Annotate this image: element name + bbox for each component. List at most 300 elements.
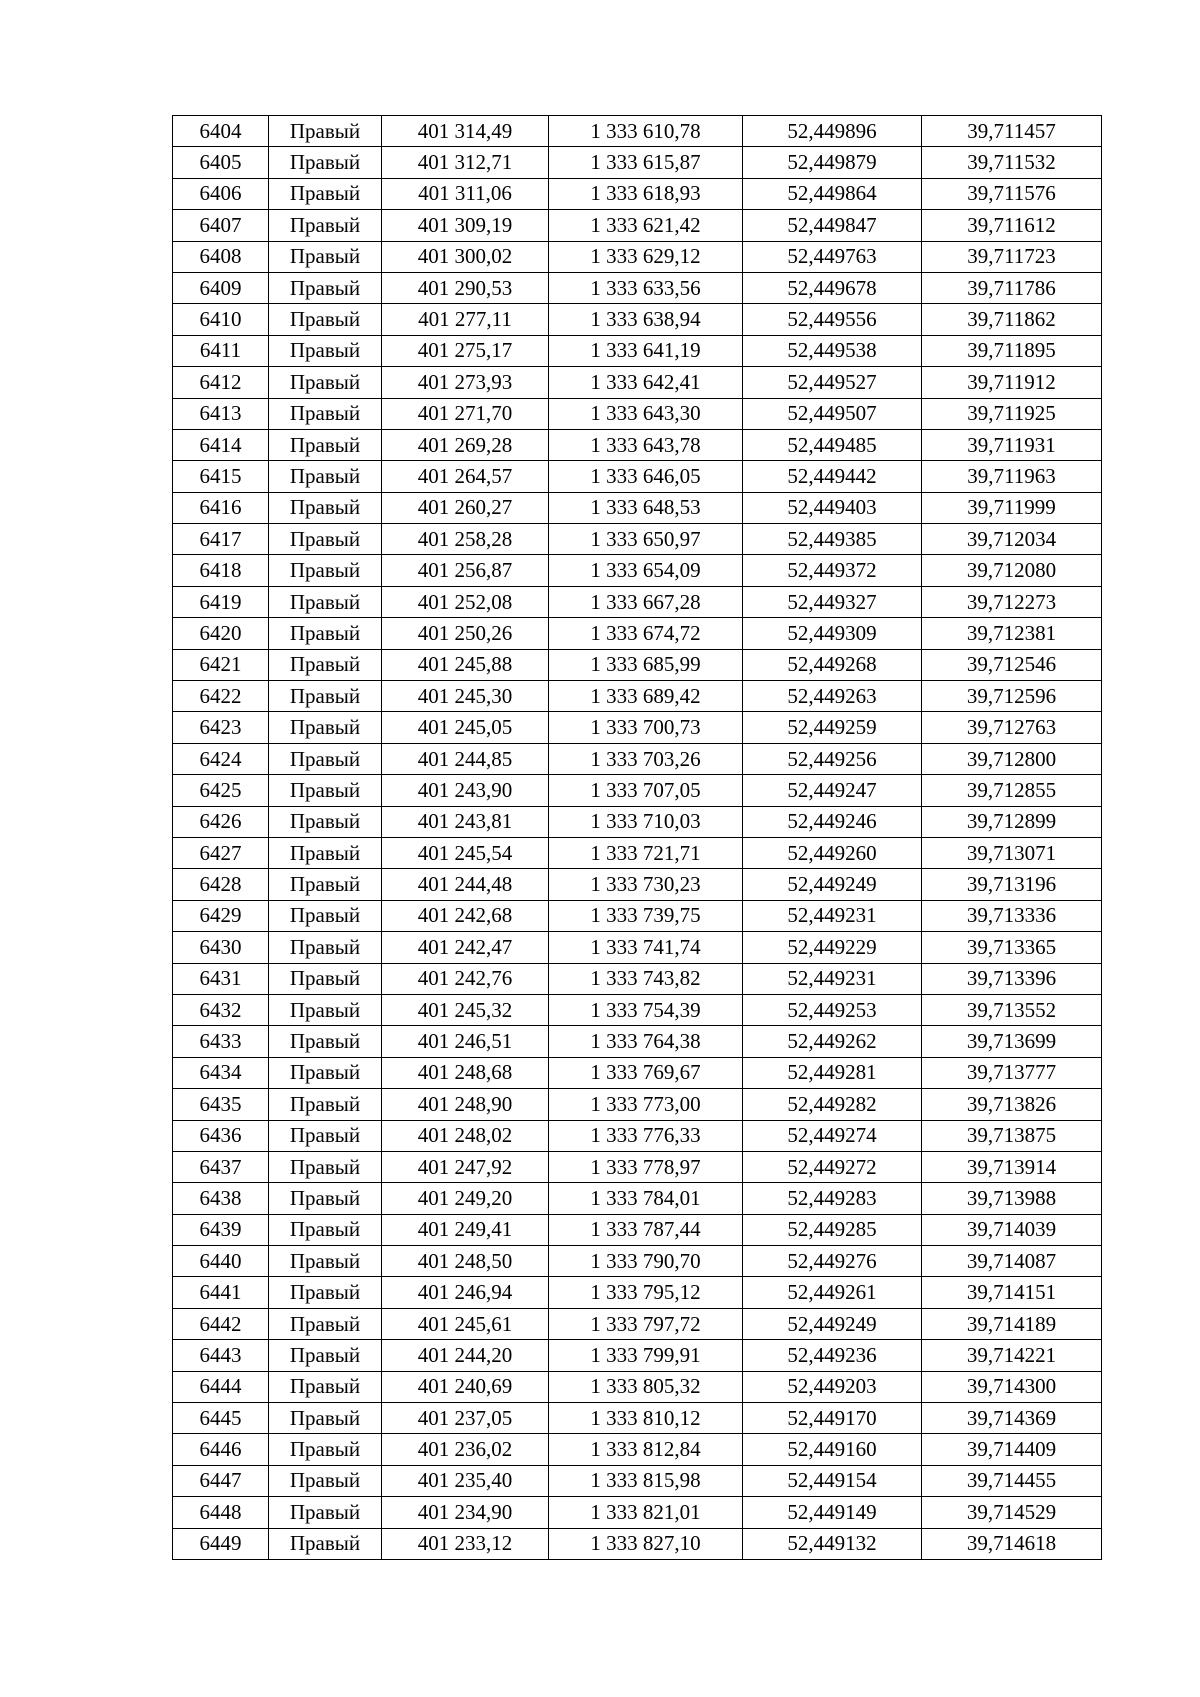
y-coordinate-cell: 1 333 721,71 xyxy=(549,837,743,868)
longitude-cell: 39,714300 xyxy=(922,1371,1102,1402)
side-cell: Правый xyxy=(269,1120,382,1151)
longitude-cell: 39,711912 xyxy=(922,367,1102,398)
latitude-cell: 52,449678 xyxy=(743,272,922,303)
longitude-cell: 39,713699 xyxy=(922,1026,1102,1057)
point-number-cell: 6413 xyxy=(173,398,269,429)
side-cell: Правый xyxy=(269,963,382,994)
longitude-cell: 39,713826 xyxy=(922,1089,1102,1120)
latitude-cell: 52,449285 xyxy=(743,1214,922,1245)
y-coordinate-cell: 1 333 618,93 xyxy=(549,178,743,209)
longitude-cell: 39,714369 xyxy=(922,1403,1102,1434)
point-number-cell: 6446 xyxy=(173,1434,269,1465)
side-cell: Правый xyxy=(269,1057,382,1088)
table-row xyxy=(173,555,1102,586)
y-coordinate-cell: 1 333 764,38 xyxy=(549,1026,743,1057)
latitude-cell: 52,449385 xyxy=(743,524,922,555)
latitude-cell: 52,449896 xyxy=(743,116,922,147)
longitude-cell: 39,712855 xyxy=(922,775,1102,806)
table-row xyxy=(173,524,1102,555)
y-coordinate-cell: 1 333 773,00 xyxy=(549,1089,743,1120)
table-row xyxy=(173,1183,1102,1214)
table-row xyxy=(173,649,1102,680)
y-coordinate-cell: 1 333 643,78 xyxy=(549,429,743,460)
longitude-cell: 39,713071 xyxy=(922,837,1102,868)
y-coordinate-cell: 1 333 784,01 xyxy=(549,1183,743,1214)
side-cell: Правый xyxy=(269,367,382,398)
x-coordinate-cell: 401 244,48 xyxy=(382,869,549,900)
side-cell: Правый xyxy=(269,398,382,429)
coordinates-table xyxy=(172,115,1102,1560)
y-coordinate-cell: 1 333 633,56 xyxy=(549,272,743,303)
point-number-cell: 6406 xyxy=(173,178,269,209)
side-cell: Правый xyxy=(269,932,382,963)
longitude-cell: 39,711862 xyxy=(922,304,1102,335)
point-number-cell: 6449 xyxy=(173,1528,269,1559)
y-coordinate-cell: 1 333 741,74 xyxy=(549,932,743,963)
latitude-cell: 52,449268 xyxy=(743,649,922,680)
table-row xyxy=(173,1497,1102,1528)
latitude-cell: 52,449262 xyxy=(743,1026,922,1057)
latitude-cell: 52,449149 xyxy=(743,1497,922,1528)
x-coordinate-cell: 401 260,27 xyxy=(382,492,549,523)
y-coordinate-cell: 1 333 629,12 xyxy=(549,241,743,272)
side-cell: Правый xyxy=(269,618,382,649)
longitude-cell: 39,714221 xyxy=(922,1340,1102,1371)
x-coordinate-cell: 401 245,05 xyxy=(382,712,549,743)
x-coordinate-cell: 401 273,93 xyxy=(382,367,549,398)
side-cell: Правый xyxy=(269,1089,382,1120)
point-number-cell: 6435 xyxy=(173,1089,269,1120)
side-cell: Правый xyxy=(269,994,382,1025)
table-row xyxy=(173,1214,1102,1245)
x-coordinate-cell: 401 233,12 xyxy=(382,1528,549,1559)
side-cell: Правый xyxy=(269,272,382,303)
latitude-cell: 52,449203 xyxy=(743,1371,922,1402)
point-number-cell: 6408 xyxy=(173,241,269,272)
latitude-cell: 52,449272 xyxy=(743,1151,922,1182)
latitude-cell: 52,449253 xyxy=(743,994,922,1025)
y-coordinate-cell: 1 333 621,42 xyxy=(549,210,743,241)
table-row xyxy=(173,398,1102,429)
point-number-cell: 6430 xyxy=(173,932,269,963)
x-coordinate-cell: 401 242,68 xyxy=(382,900,549,931)
x-coordinate-cell: 401 236,02 xyxy=(382,1434,549,1465)
y-coordinate-cell: 1 333 815,98 xyxy=(549,1465,743,1496)
table-row xyxy=(173,335,1102,366)
latitude-cell: 52,449527 xyxy=(743,367,922,398)
longitude-cell: 39,713396 xyxy=(922,963,1102,994)
y-coordinate-cell: 1 333 795,12 xyxy=(549,1277,743,1308)
side-cell: Правый xyxy=(269,147,382,178)
point-number-cell: 6418 xyxy=(173,555,269,586)
table-row xyxy=(173,1403,1102,1434)
longitude-cell: 39,712899 xyxy=(922,806,1102,837)
longitude-cell: 39,713196 xyxy=(922,869,1102,900)
y-coordinate-cell: 1 333 797,72 xyxy=(549,1308,743,1339)
latitude-cell: 52,449260 xyxy=(743,837,922,868)
y-coordinate-cell: 1 333 700,73 xyxy=(549,712,743,743)
longitude-cell: 39,714087 xyxy=(922,1246,1102,1277)
point-number-cell: 6442 xyxy=(173,1308,269,1339)
x-coordinate-cell: 401 234,90 xyxy=(382,1497,549,1528)
latitude-cell: 52,449170 xyxy=(743,1403,922,1434)
side-cell: Правый xyxy=(269,1151,382,1182)
y-coordinate-cell: 1 333 821,01 xyxy=(549,1497,743,1528)
y-coordinate-cell: 1 333 769,67 xyxy=(549,1057,743,1088)
x-coordinate-cell: 401 264,57 xyxy=(382,461,549,492)
side-cell: Правый xyxy=(269,429,382,460)
latitude-cell: 52,449847 xyxy=(743,210,922,241)
side-cell: Правый xyxy=(269,1246,382,1277)
point-number-cell: 6412 xyxy=(173,367,269,398)
y-coordinate-cell: 1 333 689,42 xyxy=(549,681,743,712)
longitude-cell: 39,713914 xyxy=(922,1151,1102,1182)
point-number-cell: 6405 xyxy=(173,147,269,178)
longitude-cell: 39,711532 xyxy=(922,147,1102,178)
table-row xyxy=(173,1371,1102,1402)
table-row xyxy=(173,712,1102,743)
y-coordinate-cell: 1 333 776,33 xyxy=(549,1120,743,1151)
y-coordinate-cell: 1 333 799,91 xyxy=(549,1340,743,1371)
y-coordinate-cell: 1 333 730,23 xyxy=(549,869,743,900)
point-number-cell: 6427 xyxy=(173,837,269,868)
side-cell: Правый xyxy=(269,555,382,586)
point-number-cell: 6407 xyxy=(173,210,269,241)
point-number-cell: 6428 xyxy=(173,869,269,900)
latitude-cell: 52,449538 xyxy=(743,335,922,366)
table-row xyxy=(173,272,1102,303)
latitude-cell: 52,449154 xyxy=(743,1465,922,1496)
longitude-cell: 39,714455 xyxy=(922,1465,1102,1496)
table-row xyxy=(173,837,1102,868)
x-coordinate-cell: 401 275,17 xyxy=(382,335,549,366)
y-coordinate-cell: 1 333 710,03 xyxy=(549,806,743,837)
point-number-cell: 6440 xyxy=(173,1246,269,1277)
latitude-cell: 52,449249 xyxy=(743,869,922,900)
y-coordinate-cell: 1 333 743,82 xyxy=(549,963,743,994)
side-cell: Правый xyxy=(269,681,382,712)
table-row xyxy=(173,1089,1102,1120)
x-coordinate-cell: 401 252,08 xyxy=(382,586,549,617)
table-row xyxy=(173,1246,1102,1277)
x-coordinate-cell: 401 309,19 xyxy=(382,210,549,241)
latitude-cell: 52,449556 xyxy=(743,304,922,335)
latitude-cell: 52,449132 xyxy=(743,1528,922,1559)
y-coordinate-cell: 1 333 754,39 xyxy=(549,994,743,1025)
y-coordinate-cell: 1 333 827,10 xyxy=(549,1528,743,1559)
table-row xyxy=(173,963,1102,994)
x-coordinate-cell: 401 248,02 xyxy=(382,1120,549,1151)
y-coordinate-cell: 1 333 646,05 xyxy=(549,461,743,492)
side-cell: Правый xyxy=(269,1183,382,1214)
table-row xyxy=(173,1340,1102,1371)
x-coordinate-cell: 401 247,92 xyxy=(382,1151,549,1182)
point-number-cell: 6420 xyxy=(173,618,269,649)
point-number-cell: 6421 xyxy=(173,649,269,680)
longitude-cell: 39,712034 xyxy=(922,524,1102,555)
side-cell: Правый xyxy=(269,1434,382,1465)
side-cell: Правый xyxy=(269,900,382,931)
side-cell: Правый xyxy=(269,241,382,272)
x-coordinate-cell: 401 258,28 xyxy=(382,524,549,555)
x-coordinate-cell: 401 271,70 xyxy=(382,398,549,429)
x-coordinate-cell: 401 248,50 xyxy=(382,1246,549,1277)
longitude-cell: 39,711612 xyxy=(922,210,1102,241)
x-coordinate-cell: 401 245,32 xyxy=(382,994,549,1025)
latitude-cell: 52,449256 xyxy=(743,743,922,774)
x-coordinate-cell: 401 249,20 xyxy=(382,1183,549,1214)
point-number-cell: 6411 xyxy=(173,335,269,366)
x-coordinate-cell: 401 277,11 xyxy=(382,304,549,335)
point-number-cell: 6426 xyxy=(173,806,269,837)
side-cell: Правый xyxy=(269,1308,382,1339)
y-coordinate-cell: 1 333 805,32 xyxy=(549,1371,743,1402)
point-number-cell: 6429 xyxy=(173,900,269,931)
y-coordinate-cell: 1 333 654,09 xyxy=(549,555,743,586)
point-number-cell: 6417 xyxy=(173,524,269,555)
x-coordinate-cell: 401 242,47 xyxy=(382,932,549,963)
x-coordinate-cell: 401 314,49 xyxy=(382,116,549,147)
x-coordinate-cell: 401 240,69 xyxy=(382,1371,549,1402)
longitude-cell: 39,712596 xyxy=(922,681,1102,712)
table-row xyxy=(173,178,1102,209)
y-coordinate-cell: 1 333 790,70 xyxy=(549,1246,743,1277)
latitude-cell: 52,449281 xyxy=(743,1057,922,1088)
side-cell: Правый xyxy=(269,743,382,774)
x-coordinate-cell: 401 256,87 xyxy=(382,555,549,586)
y-coordinate-cell: 1 333 685,99 xyxy=(549,649,743,680)
longitude-cell: 39,711457 xyxy=(922,116,1102,147)
side-cell: Правый xyxy=(269,1465,382,1496)
side-cell: Правый xyxy=(269,586,382,617)
x-coordinate-cell: 401 244,20 xyxy=(382,1340,549,1371)
y-coordinate-cell: 1 333 648,53 xyxy=(549,492,743,523)
y-coordinate-cell: 1 333 638,94 xyxy=(549,304,743,335)
latitude-cell: 52,449229 xyxy=(743,932,922,963)
table-row xyxy=(173,681,1102,712)
latitude-cell: 52,449282 xyxy=(743,1089,922,1120)
side-cell: Правый xyxy=(269,1497,382,1528)
x-coordinate-cell: 401 248,90 xyxy=(382,1089,549,1120)
y-coordinate-cell: 1 333 787,44 xyxy=(549,1214,743,1245)
table-row xyxy=(173,241,1102,272)
x-coordinate-cell: 401 242,76 xyxy=(382,963,549,994)
side-cell: Правый xyxy=(269,1214,382,1245)
y-coordinate-cell: 1 333 615,87 xyxy=(549,147,743,178)
table-row xyxy=(173,147,1102,178)
longitude-cell: 39,714529 xyxy=(922,1497,1102,1528)
x-coordinate-cell: 401 246,94 xyxy=(382,1277,549,1308)
y-coordinate-cell: 1 333 610,78 xyxy=(549,116,743,147)
x-coordinate-cell: 401 269,28 xyxy=(382,429,549,460)
x-coordinate-cell: 401 246,51 xyxy=(382,1026,549,1057)
side-cell: Правый xyxy=(269,1528,382,1559)
longitude-cell: 39,712273 xyxy=(922,586,1102,617)
point-number-cell: 6416 xyxy=(173,492,269,523)
longitude-cell: 39,712381 xyxy=(922,618,1102,649)
side-cell: Правый xyxy=(269,524,382,555)
latitude-cell: 52,449247 xyxy=(743,775,922,806)
longitude-cell: 39,711723 xyxy=(922,241,1102,272)
longitude-cell: 39,713777 xyxy=(922,1057,1102,1088)
point-number-cell: 6436 xyxy=(173,1120,269,1151)
longitude-cell: 39,714151 xyxy=(922,1277,1102,1308)
x-coordinate-cell: 401 245,30 xyxy=(382,681,549,712)
side-cell: Правый xyxy=(269,304,382,335)
table-row xyxy=(173,618,1102,649)
table-row xyxy=(173,743,1102,774)
point-number-cell: 6404 xyxy=(173,116,269,147)
side-cell: Правый xyxy=(269,210,382,241)
point-number-cell: 6432 xyxy=(173,994,269,1025)
table-row xyxy=(173,806,1102,837)
point-number-cell: 6448 xyxy=(173,1497,269,1528)
point-number-cell: 6414 xyxy=(173,429,269,460)
y-coordinate-cell: 1 333 703,26 xyxy=(549,743,743,774)
table-row xyxy=(173,492,1102,523)
x-coordinate-cell: 401 245,61 xyxy=(382,1308,549,1339)
side-cell: Правый xyxy=(269,806,382,837)
y-coordinate-cell: 1 333 778,97 xyxy=(549,1151,743,1182)
table-row xyxy=(173,1308,1102,1339)
side-cell: Правый xyxy=(269,775,382,806)
side-cell: Правый xyxy=(269,178,382,209)
latitude-cell: 52,449372 xyxy=(743,555,922,586)
longitude-cell: 39,714039 xyxy=(922,1214,1102,1245)
table-row xyxy=(173,1026,1102,1057)
longitude-cell: 39,712546 xyxy=(922,649,1102,680)
table-row xyxy=(173,1528,1102,1559)
point-number-cell: 6409 xyxy=(173,272,269,303)
latitude-cell: 52,449879 xyxy=(743,147,922,178)
table-row xyxy=(173,210,1102,241)
table-row xyxy=(173,1277,1102,1308)
y-coordinate-cell: 1 333 642,41 xyxy=(549,367,743,398)
y-coordinate-cell: 1 333 643,30 xyxy=(549,398,743,429)
latitude-cell: 52,449309 xyxy=(743,618,922,649)
x-coordinate-cell: 401 249,41 xyxy=(382,1214,549,1245)
point-number-cell: 6444 xyxy=(173,1371,269,1402)
longitude-cell: 39,713336 xyxy=(922,900,1102,931)
latitude-cell: 52,449763 xyxy=(743,241,922,272)
table-row xyxy=(173,900,1102,931)
y-coordinate-cell: 1 333 674,72 xyxy=(549,618,743,649)
point-number-cell: 6445 xyxy=(173,1403,269,1434)
longitude-cell: 39,711576 xyxy=(922,178,1102,209)
longitude-cell: 39,713365 xyxy=(922,932,1102,963)
table-row xyxy=(173,775,1102,806)
y-coordinate-cell: 1 333 812,84 xyxy=(549,1434,743,1465)
y-coordinate-cell: 1 333 667,28 xyxy=(549,586,743,617)
x-coordinate-cell: 401 300,02 xyxy=(382,241,549,272)
longitude-cell: 39,712763 xyxy=(922,712,1102,743)
table-row xyxy=(173,367,1102,398)
x-coordinate-cell: 401 243,90 xyxy=(382,775,549,806)
side-cell: Правый xyxy=(269,649,382,680)
y-coordinate-cell: 1 333 739,75 xyxy=(549,900,743,931)
table-body xyxy=(173,116,1102,1560)
point-number-cell: 6431 xyxy=(173,963,269,994)
side-cell: Правый xyxy=(269,335,382,366)
latitude-cell: 52,449231 xyxy=(743,900,922,931)
x-coordinate-cell: 401 311,06 xyxy=(382,178,549,209)
x-coordinate-cell: 401 237,05 xyxy=(382,1403,549,1434)
side-cell: Правый xyxy=(269,1340,382,1371)
latitude-cell: 52,449246 xyxy=(743,806,922,837)
point-number-cell: 6447 xyxy=(173,1465,269,1496)
latitude-cell: 52,449274 xyxy=(743,1120,922,1151)
latitude-cell: 52,449259 xyxy=(743,712,922,743)
x-coordinate-cell: 401 248,68 xyxy=(382,1057,549,1088)
latitude-cell: 52,449485 xyxy=(743,429,922,460)
point-number-cell: 6415 xyxy=(173,461,269,492)
point-number-cell: 6434 xyxy=(173,1057,269,1088)
latitude-cell: 52,449283 xyxy=(743,1183,922,1214)
latitude-cell: 52,449276 xyxy=(743,1246,922,1277)
longitude-cell: 39,713552 xyxy=(922,994,1102,1025)
latitude-cell: 52,449231 xyxy=(743,963,922,994)
table-row xyxy=(173,1151,1102,1182)
side-cell: Правый xyxy=(269,492,382,523)
table-row xyxy=(173,1057,1102,1088)
longitude-cell: 39,714409 xyxy=(922,1434,1102,1465)
latitude-cell: 52,449261 xyxy=(743,1277,922,1308)
longitude-cell: 39,711931 xyxy=(922,429,1102,460)
point-number-cell: 6437 xyxy=(173,1151,269,1182)
x-coordinate-cell: 401 290,53 xyxy=(382,272,549,303)
side-cell: Правый xyxy=(269,461,382,492)
point-number-cell: 6423 xyxy=(173,712,269,743)
x-coordinate-cell: 401 250,26 xyxy=(382,618,549,649)
side-cell: Правый xyxy=(269,837,382,868)
table-row xyxy=(173,869,1102,900)
point-number-cell: 6425 xyxy=(173,775,269,806)
x-coordinate-cell: 401 245,54 xyxy=(382,837,549,868)
side-cell: Правый xyxy=(269,869,382,900)
longitude-cell: 39,714618 xyxy=(922,1528,1102,1559)
point-number-cell: 6424 xyxy=(173,743,269,774)
side-cell: Правый xyxy=(269,1277,382,1308)
latitude-cell: 52,449864 xyxy=(743,178,922,209)
longitude-cell: 39,711786 xyxy=(922,272,1102,303)
table-row xyxy=(173,1434,1102,1465)
longitude-cell: 39,712800 xyxy=(922,743,1102,774)
latitude-cell: 52,449403 xyxy=(743,492,922,523)
latitude-cell: 52,449249 xyxy=(743,1308,922,1339)
side-cell: Правый xyxy=(269,1371,382,1402)
y-coordinate-cell: 1 333 641,19 xyxy=(549,335,743,366)
longitude-cell: 39,711925 xyxy=(922,398,1102,429)
table-row xyxy=(173,429,1102,460)
x-coordinate-cell: 401 312,71 xyxy=(382,147,549,178)
latitude-cell: 52,449507 xyxy=(743,398,922,429)
point-number-cell: 6438 xyxy=(173,1183,269,1214)
latitude-cell: 52,449263 xyxy=(743,681,922,712)
latitude-cell: 52,449236 xyxy=(743,1340,922,1371)
table-row xyxy=(173,1120,1102,1151)
point-number-cell: 6419 xyxy=(173,586,269,617)
latitude-cell: 52,449442 xyxy=(743,461,922,492)
table-row xyxy=(173,994,1102,1025)
side-cell: Правый xyxy=(269,116,382,147)
latitude-cell: 52,449327 xyxy=(743,586,922,617)
x-coordinate-cell: 401 245,88 xyxy=(382,649,549,680)
x-coordinate-cell: 401 235,40 xyxy=(382,1465,549,1496)
x-coordinate-cell: 401 244,85 xyxy=(382,743,549,774)
side-cell: Правый xyxy=(269,1026,382,1057)
table-row xyxy=(173,461,1102,492)
y-coordinate-cell: 1 333 810,12 xyxy=(549,1403,743,1434)
